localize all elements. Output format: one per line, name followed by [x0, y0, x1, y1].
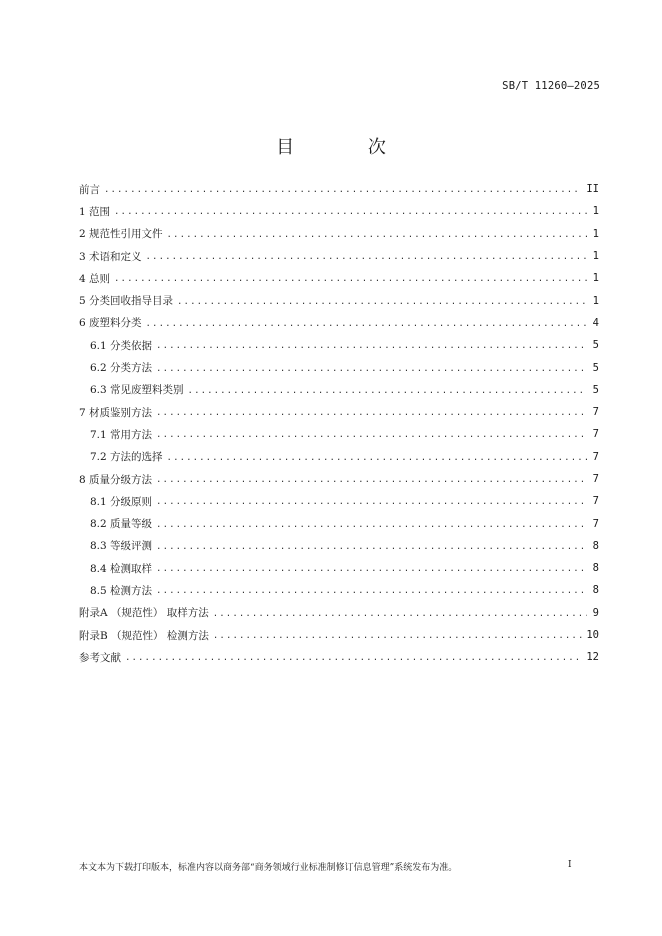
toc-entry[interactable]	[79, 200, 599, 222]
toc-entry-page: 4	[592, 316, 599, 329]
toc-leader-dots	[104, 185, 582, 195]
toc-entry[interactable]	[79, 557, 599, 579]
toc-entry-label: 6.2 分类方法	[90, 362, 153, 375]
toc-leader-dots	[213, 631, 582, 641]
toc-entry-label: 附录B （规范性） 检测方法	[79, 629, 209, 642]
toc-entry[interactable]	[79, 178, 599, 200]
toc-entry[interactable]	[79, 468, 599, 490]
toc-entry[interactable]	[79, 646, 599, 668]
toc-entry-label: 5 分类回收指导目录	[79, 295, 174, 308]
toc-entry-page: 5	[592, 361, 599, 374]
toc-entry[interactable]	[79, 512, 599, 534]
toc-leader-dots	[156, 586, 587, 596]
toc-entry-label: 1 范围	[79, 205, 111, 218]
toc-entry[interactable]	[79, 401, 599, 423]
toc-entry-page: 8	[592, 562, 599, 575]
toc-entry-page: 1	[592, 250, 599, 263]
toc-entry-page: 1	[592, 272, 599, 285]
toc-entry-page: 9	[592, 606, 599, 619]
toc-entry-page: 7	[592, 428, 599, 441]
toc-leader-dots	[156, 564, 587, 574]
toc-entry-label: 8.4 检测取样	[90, 562, 153, 575]
toc-entry[interactable]	[79, 312, 599, 334]
toc-entry-page: 8	[592, 539, 599, 552]
toc-entry-page: 5	[592, 383, 599, 396]
toc-leader-dots	[156, 497, 587, 507]
toc-entry[interactable]	[79, 490, 599, 512]
toc-leader-dots	[167, 453, 587, 463]
toc-entry[interactable]	[79, 356, 599, 378]
toc-leader-dots	[156, 430, 587, 440]
toc-entry-page: 1	[592, 294, 599, 307]
toc-leader-dots	[167, 230, 587, 240]
toc-leader-dots	[146, 319, 587, 329]
toc-entry-page: 1	[592, 227, 599, 240]
toc-leader-dots	[156, 542, 587, 552]
toc-entry[interactable]	[79, 245, 599, 267]
footer-note: 本文本为下载打印版本，标准内容以商务部“商务领域行业标准制修订信息管理”系统发布为准。	[79, 863, 458, 873]
toc-entry[interactable]	[79, 289, 599, 311]
toc-entry-label: 6.1 分类依据	[90, 339, 153, 352]
toc-entry-page: 12	[586, 651, 599, 664]
toc-entry-page: 7	[592, 406, 599, 419]
toc-leader-dots	[146, 252, 587, 262]
toc-entry-label: 8.5 检测方法	[90, 584, 153, 597]
toc-entry-label: 7 材质鉴别方法	[79, 406, 153, 419]
toc-entry-label: 6.3 常见废塑料类别	[90, 384, 184, 397]
toc-leader-dots	[156, 364, 587, 374]
toc-leader-dots	[177, 297, 587, 307]
toc-entry-label: 3 术语和定义	[79, 250, 142, 263]
toc-entry[interactable]	[79, 579, 599, 601]
footer-page-number: I	[568, 860, 572, 870]
page-title: 目 次	[276, 137, 420, 158]
toc-leader-dots	[114, 207, 587, 217]
toc-entry-label: 附录A （规范性） 取样方法	[79, 607, 209, 620]
toc-entry-page: 7	[592, 473, 599, 485]
toc-entry-label: 8.1 分级原则	[90, 495, 153, 508]
toc-entry-page: 10	[586, 629, 599, 642]
toc-leader-dots	[114, 274, 587, 284]
toc-entry-page: II	[586, 183, 599, 196]
toc-entry-label: 8 质量分级方法	[79, 473, 153, 486]
toc-entry[interactable]	[79, 446, 599, 468]
table-of-contents	[79, 178, 599, 669]
toc-leader-dots	[156, 520, 587, 530]
toc-leader-dots	[156, 408, 587, 418]
toc-entry-label: 7.1 常用方法	[90, 428, 153, 441]
toc-entry-page: 7	[592, 495, 599, 508]
toc-leader-dots	[125, 653, 582, 663]
toc-entry-label: 4 总则	[79, 272, 111, 285]
toc-entry[interactable]	[79, 602, 599, 624]
toc-entry[interactable]	[79, 624, 599, 646]
toc-entry-page: 5	[592, 339, 599, 352]
toc-entry-label: 参考文献	[79, 651, 121, 664]
toc-entry-page: 7	[592, 517, 599, 530]
toc-entry[interactable]	[79, 535, 599, 557]
toc-entry-label: 2 规范性引用文件	[79, 228, 163, 241]
toc-entry-label: 6 废塑料分类	[79, 317, 142, 330]
toc-entry-page: 8	[592, 584, 599, 597]
toc-entry[interactable]	[79, 423, 599, 445]
toc-leader-dots	[188, 386, 587, 396]
toc-leader-dots	[156, 475, 587, 485]
toc-entry-label: 8.3 等级评测	[90, 540, 153, 553]
toc-entry-label: 7.2 方法的选择	[90, 451, 163, 464]
toc-entry[interactable]	[79, 267, 599, 289]
toc-leader-dots	[156, 341, 587, 351]
toc-entry[interactable]	[79, 223, 599, 245]
toc-entry-label: 前言	[79, 183, 100, 196]
document-code: SB/T 11260—2025	[502, 80, 600, 92]
toc-entry-page: 7	[592, 450, 599, 463]
toc-entry[interactable]	[79, 379, 599, 401]
toc-entry[interactable]	[79, 334, 599, 356]
toc-entry-page: 1	[592, 205, 599, 218]
toc-entry-label: 8.2 质量等级	[90, 518, 153, 531]
toc-leader-dots	[213, 609, 587, 619]
